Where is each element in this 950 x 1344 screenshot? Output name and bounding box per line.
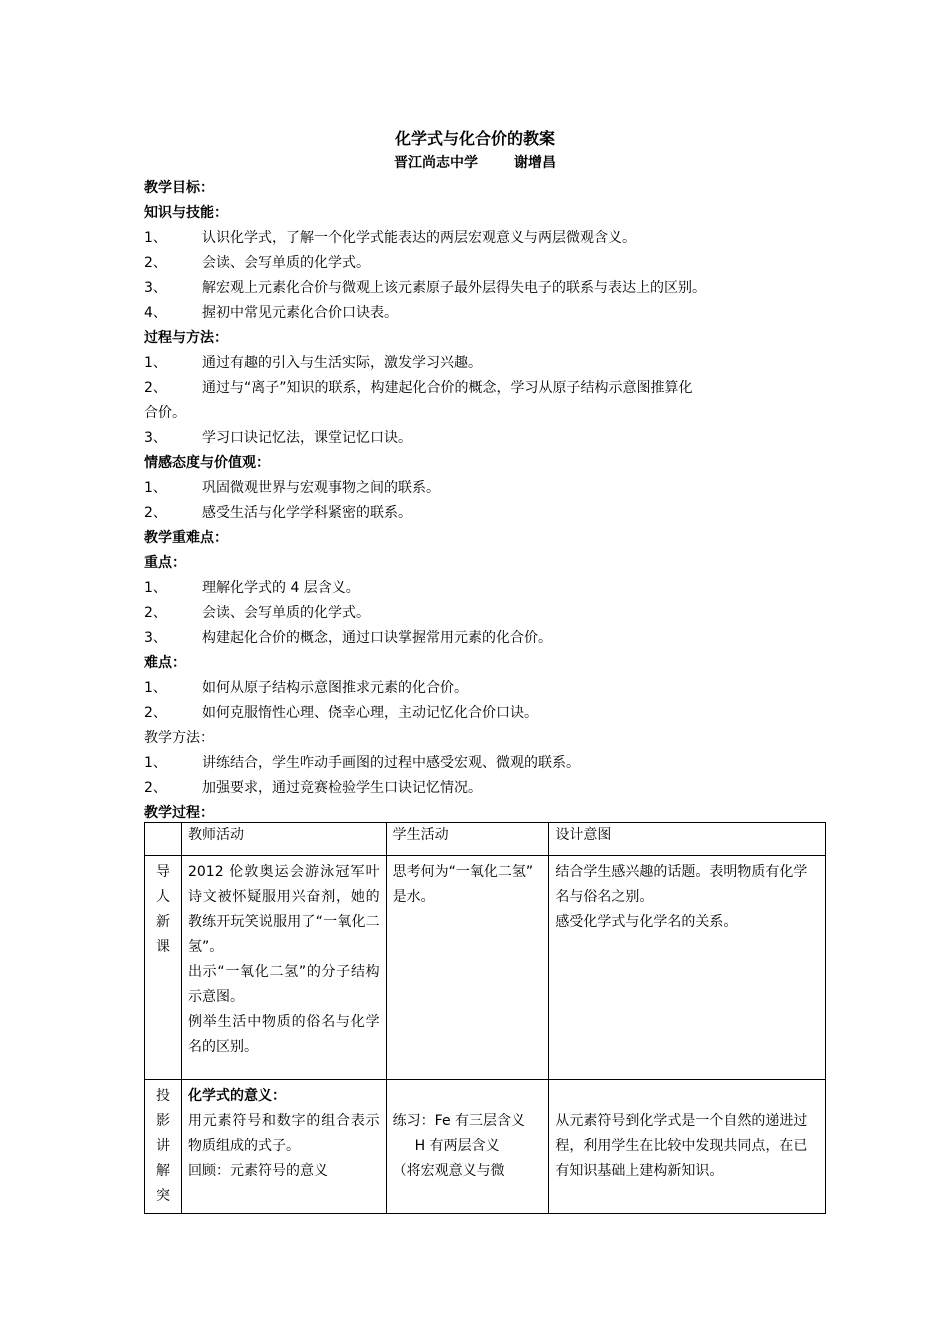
list-item [144,501,826,526]
cell-spacer [555,1084,819,1109]
process-heading: 过程与方法： [144,330,228,346]
list-item [144,351,826,376]
list-item [144,626,826,651]
cell-paragraph: 用元素符号和数字的组合表示物质组成的式子。 [187,1113,380,1154]
list-item [144,226,826,251]
list-item [144,751,826,776]
item-text: 讲练结合，学生咋动手画图的过程中感受宏观、微观的联系。 [202,755,580,771]
teacher-activity-cell [181,856,386,1080]
document-byline [0,151,950,175]
cell-paragraph: （将宏观意义与微 [392,1163,505,1179]
design-intent-cell [549,1080,826,1214]
teaching-process-heading: 教学过程： [144,805,214,821]
list-item [144,251,826,276]
document-title: 化学式与化合价的教案 [394,129,555,148]
item-text: 会读、会写单质的化学式。 [202,605,370,621]
item-number: 3、 [144,280,167,296]
item-number: 1、 [144,230,167,246]
list-item [144,301,826,326]
item-number: 1、 [144,355,167,371]
cell-paragraph: 结合学生感兴趣的话题。表明物质有化学名与俗名之别。 [555,864,808,905]
teacher-activity-cell [181,1080,386,1214]
item-number: 1、 [144,680,167,696]
item-number: 3、 [144,430,167,446]
item-text: 构建起化合价的概念，通过口诀掌握常用元素的化合价。 [202,630,552,646]
item-text: 如何从原子结构示意图推求元素的化合价。 [202,680,468,696]
student-activity-cell [386,856,549,1080]
knowledge-heading: 知识与技能： [144,205,228,221]
item-text: 感受生活与化学学科紧密的联系。 [202,505,412,521]
item-text: 如何克服惰性心理、侥幸心理，主动记忆化合价口诀。 [202,705,538,721]
item-text: 认识化学式，了解一个化学式能表达的两层宏观意义与两层微观含义。 [202,230,636,246]
item-number: 2、 [144,705,167,721]
item-text: 通过与“离子”知识的联系，构建起化合价的概念，学习从原子结构示意图推算化 [202,380,693,396]
item-text: 理解化学式的 4 层含义。 [202,580,360,596]
item-text: 巩固微观世界与宏观事物之间的联系。 [202,480,440,496]
item-number: 2、 [144,380,167,396]
item-text: 会读、会写单质的化学式。 [202,255,370,271]
list-item [144,701,826,726]
header-cell-teacher: 教师活动 [181,823,386,856]
student-activity-cell [386,1080,549,1214]
cell-paragraph: 2012 伦敦奥运会游泳冠军叶诗文被怀疑服用兴奋剂，她的教练开玩笑说服用了“一氧化二氢”。 [187,864,380,955]
cell-paragraph: 练习：Fe 有三层含义 [392,1113,526,1129]
teaching-process-table [144,822,826,1214]
hard-points-heading: 难点： [144,655,186,671]
item-number: 1、 [144,480,167,496]
key-points-heading: 重点： [144,555,186,571]
methods-heading: 教学方法： [144,730,214,746]
cell-paragraph: 出示“一氧化二氢”的分子结构示意图。 [187,964,380,1005]
list-item [144,676,826,701]
item-text: 解宏观上元素化合价与微观上该元素原子最外层得失电子的联系与表达上的区别。 [202,280,706,296]
emotion-heading: 情感态度与价值观： [144,455,270,471]
list-item [144,476,826,501]
cell-paragraph: 回顾：元素符号的意义 [187,1163,328,1179]
item-number: 1、 [144,755,167,771]
list-item [144,376,826,401]
stage-cell: 导人新课 [145,856,182,1080]
cell-spacer [393,1084,543,1109]
table-row [145,1080,826,1214]
list-item [144,276,826,301]
cell-paragraph: 思考何为“一氧化二氢” [392,864,534,880]
header-cell-stage [145,823,182,856]
item-number: 2、 [144,780,167,796]
list-item [144,576,826,601]
cell-paragraph: 从元素符号到化学式是一个自然的递进过程，利用学生在比较中发现共同点，在已有知识基础上建构新知识。 [555,1113,808,1179]
cell-heading: 化学式的意义： [187,1088,286,1104]
author-name: 谢增昌 [514,155,556,171]
item-text: 学习口诀记忆法，课堂记忆口诀。 [202,430,412,446]
school-name: 晋江尚志中学 [394,155,478,171]
lesson-plan-body [144,176,826,826]
header-cell-intent: 设计意图 [549,823,826,856]
item-text: 握初中常见元素化合价口诀表。 [202,305,398,321]
list-item [144,776,826,801]
item-text: 通过有趣的引入与生活实际，激发学习兴趣。 [202,355,482,371]
cell-paragraph: 是水。 [392,889,435,905]
cell-paragraph: 感受化学式与化学名的关系。 [555,914,738,930]
cell-paragraph: H 有两层含义 [414,1138,500,1154]
design-intent-cell [549,856,826,1080]
item-text: 加强要求，通过竞赛检验学生口诀记忆情况。 [202,780,482,796]
header-cell-student: 学生活动 [386,823,549,856]
item-number: 4、 [144,305,167,321]
stage-cell: 投影讲解突 [145,1080,182,1214]
item-number: 2、 [144,505,167,521]
item-number: 1、 [144,580,167,596]
item-number: 2、 [144,605,167,621]
item-continuation: 合价。 [144,405,186,421]
list-item [144,601,826,626]
item-number: 2、 [144,255,167,271]
objectives-heading: 教学目标： [144,180,214,196]
table-row [145,856,826,1080]
list-item [144,426,826,451]
difficulties-heading: 教学重难点： [144,530,228,546]
item-number: 3、 [144,630,167,646]
cell-paragraph: 例举生活中物质的俗名与化学名的区别。 [187,1014,380,1055]
table-header-row [145,823,826,856]
